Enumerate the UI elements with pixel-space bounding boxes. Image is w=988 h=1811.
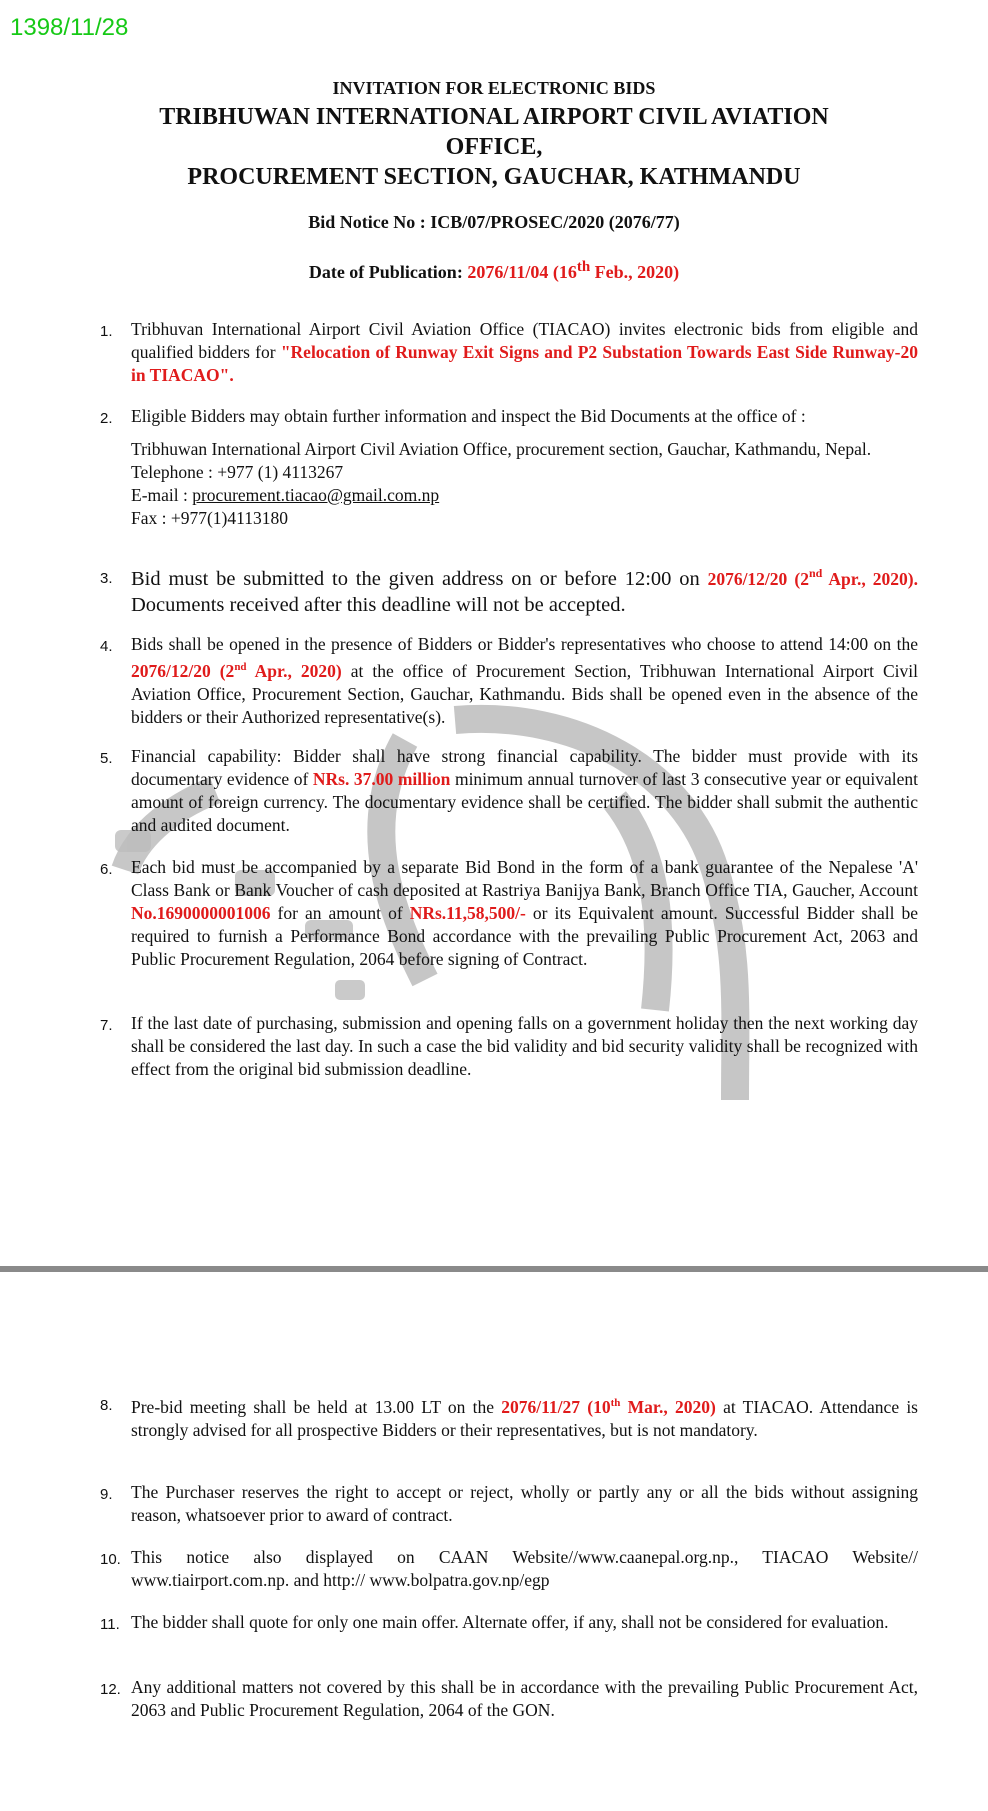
doc-heading: INVITATION FOR ELECTRONIC BIDS	[332, 78, 656, 98]
email-line	[131, 484, 918, 507]
item-text: Financial capability: Bidder shall have strong financial capability. The bidder must provide with its documentary evidence of	[131, 746, 918, 789]
item-text: This notice also displayed on CAAN Website//www.caanepal.org.np., TIACAO Website// www.tiairport.com.np. and http:// www.bolpatra.gov.np/egp	[131, 1547, 918, 1590]
publication-label: Date of Publication:	[308, 262, 468, 282]
item-text: Pre-bid meeting shall be held at 13.00 LT on the	[131, 1396, 502, 1417]
list-item	[100, 745, 918, 837]
item-text: minimum annual turnover of last 3 consecutive year or equivalent amount of foreign currency. The documentary evidence shall be certified. The bidder shall submit the authentic and audited document.	[131, 769, 918, 835]
item-number: 8.	[100, 1397, 113, 1414]
list-item	[100, 560, 918, 618]
page-divider	[0, 1266, 988, 1272]
office-address: Tribhuwan International Airport Civil Aviation Office, procurement section, Gauchar, Kathmandu, Nepal.	[131, 439, 872, 459]
item-text: at TIACAO. Attendance is strongly advised for all prospective Bidders or their representatives, but is not mandatory.	[131, 1396, 918, 1440]
publication-value: Feb., 2020)	[590, 262, 680, 282]
item-text: If the last date of purchasing, submission and opening falls on a government holiday then the next working day shall be considered the last day. In such a case the bid validity and bid security validity shall be recognized with effect from the original bid submission deadline.	[131, 1013, 918, 1079]
publication-value: 2076/11/04 (16	[467, 262, 577, 282]
item-highlight: No.1690000001006	[131, 903, 271, 923]
list-item	[100, 405, 918, 530]
item-number: 12.	[100, 1681, 121, 1698]
item-highlight: 2076/12/20 (2	[707, 568, 809, 589]
item-highlight: Apr., 2020).	[822, 568, 918, 589]
item-text: The bidder shall quote for only one main offer. Alternate offer, if any, shall not be considered for evaluation.	[131, 1612, 889, 1632]
item-highlight: Mar., 2020)	[620, 1396, 716, 1417]
item-number: 10.	[100, 1551, 121, 1568]
email-link[interactable]: procurement.tiacao@gmail.com.np	[192, 485, 440, 505]
office-title-line: PROCUREMENT SECTION, GAUCHAR, KATHMANDU	[187, 164, 801, 190]
item-number: 11.	[100, 1616, 120, 1633]
list-item	[100, 1611, 918, 1634]
item-highlight: NRs. 37.00 million	[312, 769, 451, 789]
list-item	[100, 633, 918, 729]
publication-sup: th	[576, 259, 591, 275]
item-highlight: "Relocation of Runway Exit Signs and P2 Substation Towards East Side Runway-20 in TIACAO".	[131, 342, 918, 385]
item-number: 5.	[100, 750, 113, 767]
item-highlight-sup: nd	[234, 661, 247, 673]
item-text: Bid must be submitted to the given address on or before 12:00 on	[131, 567, 708, 590]
item-number: 3.	[100, 570, 113, 587]
item-text: or its Equivalent amount. Successful Bidder shall be required to furnish a Performance Bond accordance with the prevailing Public Procurement Act, 2063 and Public Procurement Regulation, 2064 before signing of Contract.	[131, 903, 918, 969]
item-text: Each bid must be accompanied by a separate Bid Bond in the form of a bank guarantee of the Nepalese 'A' Class Bank or Bank Voucher of cash deposited at Rastriya Banijya Bank, Branch Office TIA, Gaucher, Account	[131, 857, 918, 900]
item-highlight-sup: th	[610, 1397, 621, 1409]
item-number: 7.	[100, 1017, 113, 1034]
item-text: Bids shall be opened in the presence of Bidders or Bidder's representatives who choose to attend 14:00 on the	[131, 634, 918, 654]
office-title-line: OFFICE,	[445, 134, 543, 160]
item-text: Tribhuvan International Airport Civil Aviation Office (TIACAO) invites electronic bids from eligible and qualified bidders for	[131, 319, 918, 362]
item-number: 9.	[100, 1486, 113, 1503]
item-number: 2.	[100, 410, 113, 427]
date-stamp: 1398/11/28	[10, 14, 129, 41]
item-highlight-sup: nd	[808, 566, 823, 580]
list-item	[100, 1392, 918, 1442]
item-text: Documents received after this deadline will not be accepted.	[131, 593, 626, 616]
telephone: Telephone : +977 (1) 4113267	[131, 462, 344, 482]
item-highlight: 2076/12/20 (2	[131, 660, 235, 681]
list-item	[100, 318, 918, 387]
list-item	[100, 856, 918, 971]
office-title	[0, 102, 988, 192]
list-item	[100, 1676, 918, 1722]
item-number: 4.	[100, 638, 113, 655]
item-highlight: NRs.11,58,500/-	[409, 903, 526, 923]
item-number: 6.	[100, 861, 113, 878]
item-text: for an amount of	[270, 903, 410, 923]
fax: Fax : +977(1)4113180	[131, 508, 288, 528]
bid-notice-no: Bid Notice No : ICB/07/PROSEC/2020 (2076/77)	[308, 212, 680, 232]
item-text: Eligible Bidders may obtain further information and inspect the Bid Documents at the office of :	[131, 406, 806, 426]
email-label: E-mail :	[131, 485, 193, 505]
item-text: The Purchaser reserves the right to accept or reject, wholly or partly any or all the bids without assigning reason, whatsoever prior to award of contract.	[131, 1482, 918, 1525]
publication-date	[0, 259, 988, 283]
item-highlight: 2076/11/27 (10	[501, 1396, 611, 1417]
office-title-line: TRIBHUWAN INTERNATIONAL AIRPORT CIVIL AVIATION	[159, 104, 829, 130]
item-text: Any additional matters not covered by this shall be in accordance with the prevailing Public Procurement Act, 2063 and Public Procurement Regulation, 2064 of the GON.	[131, 1677, 918, 1720]
list-item	[100, 1481, 918, 1527]
list-item	[100, 1546, 918, 1592]
item-number: 1.	[100, 323, 113, 340]
list-item	[100, 1012, 918, 1081]
item-highlight: Apr., 2020)	[246, 660, 342, 681]
item-text: at the office of Procurement Section, Tribhuwan International Airport Civil Aviation Office, Procurement Section, Gauchar, Kathmandu. Bids shall be opened even in the absence of the bidders or their Authorized representative(s).	[131, 660, 918, 727]
